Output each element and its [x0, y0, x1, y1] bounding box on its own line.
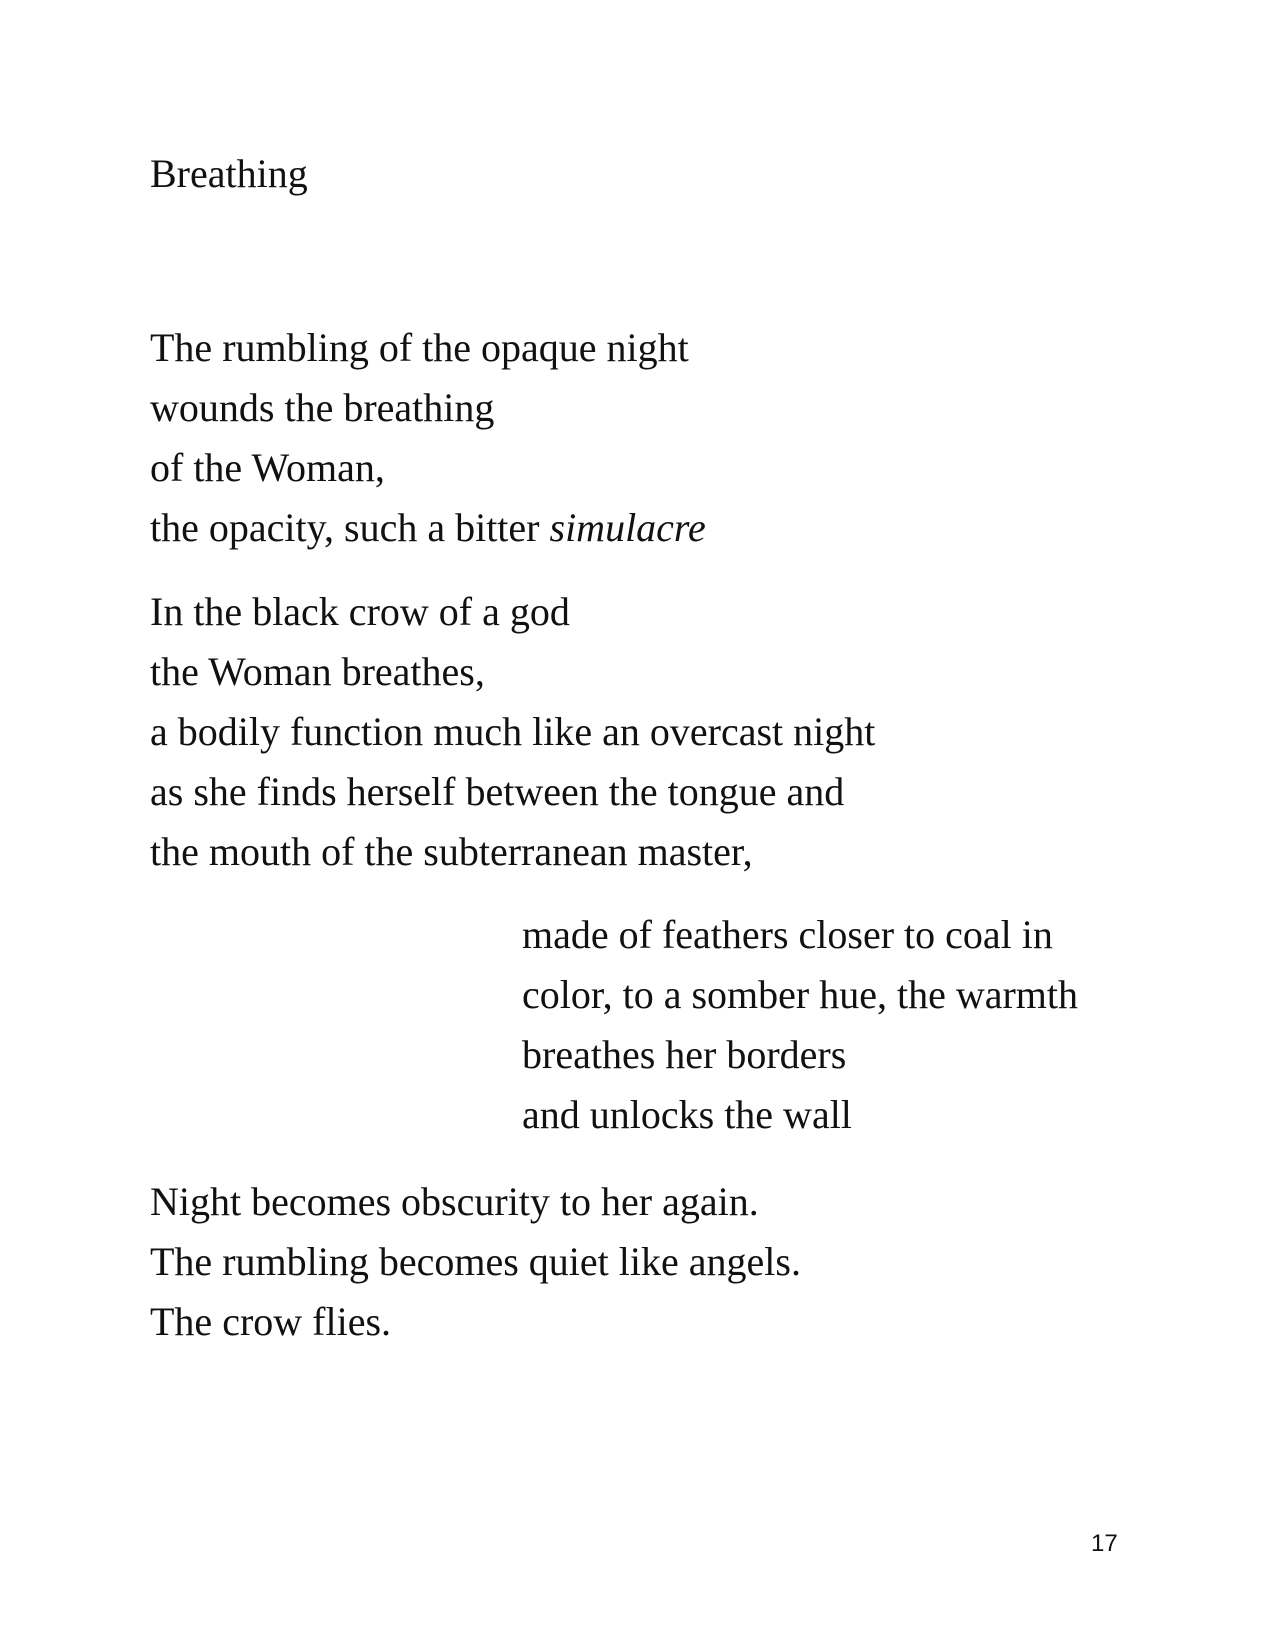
- poem-title: Breathing: [150, 151, 308, 196]
- poem-line: The crow flies.: [150, 1299, 392, 1344]
- poem-line: the Woman breathes,: [150, 649, 485, 694]
- poem-line: Night becomes obscurity to her again.: [150, 1179, 759, 1224]
- poem-line: the mouth of the subterranean master,: [150, 829, 753, 874]
- stanza-4: [150, 1172, 801, 1352]
- emphasized-word: simulacre: [549, 505, 706, 550]
- stanza-2: [150, 582, 875, 882]
- page-number: 17: [1091, 1530, 1118, 1557]
- poem-line: as she finds herself between the tongue and: [150, 769, 845, 814]
- poem-line: In the black crow of a god: [150, 589, 570, 634]
- stanza-3-indented: [522, 905, 1078, 1145]
- poem-line: color, to a somber hue, the warmth: [522, 972, 1079, 1017]
- poem-line: of the Woman,: [150, 445, 385, 490]
- poem-line: a bodily function much like an overcast night: [150, 709, 876, 754]
- stanza-1: [150, 318, 706, 558]
- poem-line: The rumbling becomes quiet like angels.: [150, 1239, 801, 1284]
- poem-line: breathes her borders: [522, 1032, 847, 1077]
- poem-line: [150, 498, 706, 558]
- poem-line: and unlocks the wall: [522, 1092, 852, 1137]
- poem-line-text: the opacity, such a bitter: [150, 505, 550, 550]
- poem-line: wounds the breathing: [150, 385, 495, 430]
- poem-line: made of feathers closer to coal in: [522, 912, 1053, 957]
- poem-line: The rumbling of the opaque night: [150, 325, 689, 370]
